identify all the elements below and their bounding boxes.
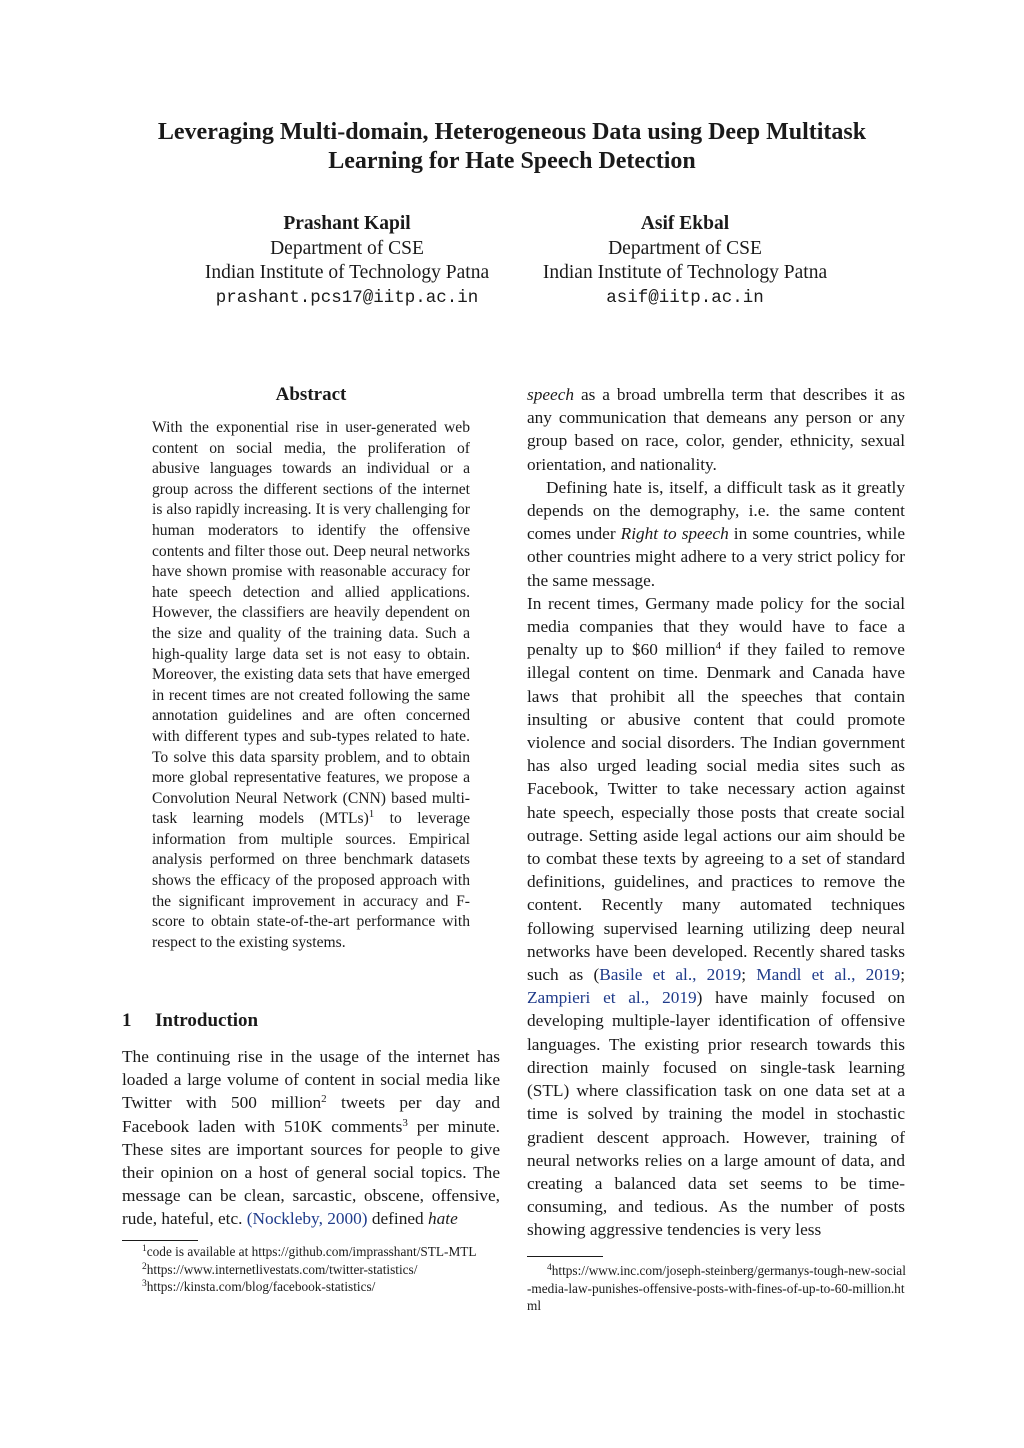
body-text: ;	[741, 965, 757, 985]
footnote-4	[527, 1262, 907, 1315]
footnote-text[interactable]: code is available at https://github.com/imprasshant/STL-MTL	[146, 1244, 477, 1259]
italic-term: Right to speech	[620, 524, 729, 544]
right-column	[527, 383, 905, 1242]
footnote-3	[122, 1278, 502, 1296]
author-institution: Indian Institute of Technology Patna	[204, 262, 490, 283]
body-text: in some countries, while other countries might adhere to a very strict policy for the same message.	[527, 524, 906, 590]
author-name: Asif Ekbal	[640, 213, 730, 234]
body-text: per minute. These sites are important sources for people to give their opinion on a host of general social topics. The message can be clean, sarcastic, obscene, offensive, rude, hateful, etc.	[122, 1116, 500, 1229]
introduction-paragraph-1	[122, 1045, 500, 1231]
author-block-2	[518, 212, 852, 310]
author-block-1	[180, 212, 514, 310]
section-title: Introduction	[155, 1010, 259, 1031]
abstract-text: to leverage information from multiple sources. Empirical analysis performed on three benchmark datasets shows the efficacy of the proposed approach with the significant improvement in accuracy and F-score to obtain state-of-the-art performance with respect to the existing systems.	[152, 810, 471, 951]
footnote-url[interactable]: https://www.inc.com/joseph-steinberg/germanys-tough-new-social-media-law-punishes-offensive-posts-with-fines-of-up-to-60-million.html	[527, 1263, 906, 1313]
paper-title: Leveraging Multi-domain, Heterogeneous Data using Deep Multitask Learning for Hate Speech Detection	[157, 119, 867, 174]
footnote-url[interactable]: https://kinsta.com/blog/facebook-statistics/	[146, 1279, 376, 1294]
body-text: Defining hate is, itself, a difficult task as it greatly depends on the demography, i.e. the same content comes under	[527, 477, 905, 544]
footnote-1	[122, 1243, 502, 1261]
abstract-body	[152, 418, 470, 953]
author-email[interactable]: prashant.pcs17@iitp.ac.in	[215, 287, 479, 308]
body-text: In recent times, Germany made policy for the social media companies that they would have to face a penalty up to $60 million	[527, 593, 905, 660]
abstract-text: With the exponential rise in user-generated web content on social media, the proliferation of abusive languages towards an individual or a group across the different sections of the internet is also rapidly increasing. It is very challenging for human moderators to identify the offensive contents and filter those out. Deep neural networks have shown promise with reasonable accuracy for hate speech detection and allied applications. However, the classifiers are heavily dependent on the size and quality of the training data. Such a high-quality large data set is not easy to obtain. Moreover, the existing data sets that have emerged in recent times are not created following the same annotation guidelines and are often concerned with different types and sub-types related to hate. To solve this data sparsity problem, and to obtain more global representative features, we propose a Convolution Neural Network (CNN) based multi-task learning models (MTLs)	[152, 419, 470, 828]
body-text: ;	[900, 965, 906, 985]
footnotes-left	[122, 1243, 502, 1296]
author-department: Department of CSE	[608, 237, 762, 259]
footnote-2	[122, 1261, 502, 1279]
footnote-mark[interactable]: 1	[368, 808, 375, 821]
italic-term: speech	[527, 385, 575, 404]
footnote-number: 2	[142, 1261, 147, 1272]
introduction-paragraph-3	[527, 592, 905, 1242]
footnote-number: 3	[142, 1279, 147, 1289]
citation-link[interactable]: Mandl et al., 2019	[756, 965, 901, 985]
section-heading-introduction	[122, 1009, 502, 1033]
footnote-divider	[122, 1240, 198, 1241]
author-email[interactable]: asif@iitp.ac.in	[606, 287, 764, 308]
author-department: Department of CSE	[270, 237, 424, 259]
citation-link[interactable]: (Nockleby, 2000)	[246, 1209, 368, 1229]
footnotes-right	[527, 1262, 907, 1315]
body-text: The continuing rise in the usage of the internet has loaded a large volume of content in social media like Twitter with 500 million	[122, 1047, 500, 1113]
citation-link[interactable]: Zampieri et al., 2019	[527, 988, 697, 1008]
body-text: if they failed to remove illegal content on time. Denmark and Canada have laws that prohibit all the speeches that contain insulting or abusive content that could promote violence and social disorders. The Indian government has also urged leading social media sites such as Facebook, Twitter to take necessary action against hate speech, especially those posts that create social outrage. Setting aside legal actions our aim should be to combat these texts by agreeing to a set of standard definitions, guidelines, and practices to remove the content. Recently many automated techniques following supervised learning utilizing deep neural networks have been developed. Recently shared tasks such as (	[527, 640, 905, 985]
citation-link[interactable]: Basile et al., 2019	[599, 965, 742, 985]
italic-term: hate	[428, 1209, 458, 1229]
footnote-mark[interactable]: 3	[402, 1116, 408, 1129]
footnote-mark[interactable]: 2	[321, 1093, 327, 1106]
introduction-paragraph-2	[527, 476, 905, 592]
author-name: Prashant Kapil	[283, 213, 411, 234]
section-number: 1	[122, 1010, 132, 1031]
body-text: defined	[367, 1209, 428, 1229]
footnote-number: 1	[142, 1244, 147, 1254]
footnote-divider	[527, 1256, 603, 1257]
abstract-heading: Abstract	[275, 384, 347, 405]
footnote-url[interactable]: https://www.internetlivestats.com/twitter-statistics/	[146, 1261, 418, 1277]
introduction-paragraph-1-cont	[527, 383, 905, 476]
body-text: as a broad umbrella term that describes it as any communication that demeans any person or any group based on race, color, gender, ethnicity, sexual orientation, and nationality.	[527, 385, 905, 474]
footnote-number: 4	[547, 1263, 552, 1273]
body-text: tweets per day and Facebook laden with 510K comments	[122, 1093, 500, 1136]
author-institution: Indian Institute of Technology Patna	[542, 262, 828, 283]
body-text: ) have mainly focused on developing multiple-layer identification of offensive languages. The existing prior research towards this direction mainly focused on single-task learning (STL) where classification task on one data set at a time is solved by training the model in stochastic gradient descent approach. However, training of neural networks relies on a large amount of data, and creating a balanced data set seems to be time-consuming, and tedious. As the number of posts showing aggressive tendencies is very less	[527, 988, 905, 1240]
footnote-mark[interactable]: 4	[715, 640, 722, 653]
